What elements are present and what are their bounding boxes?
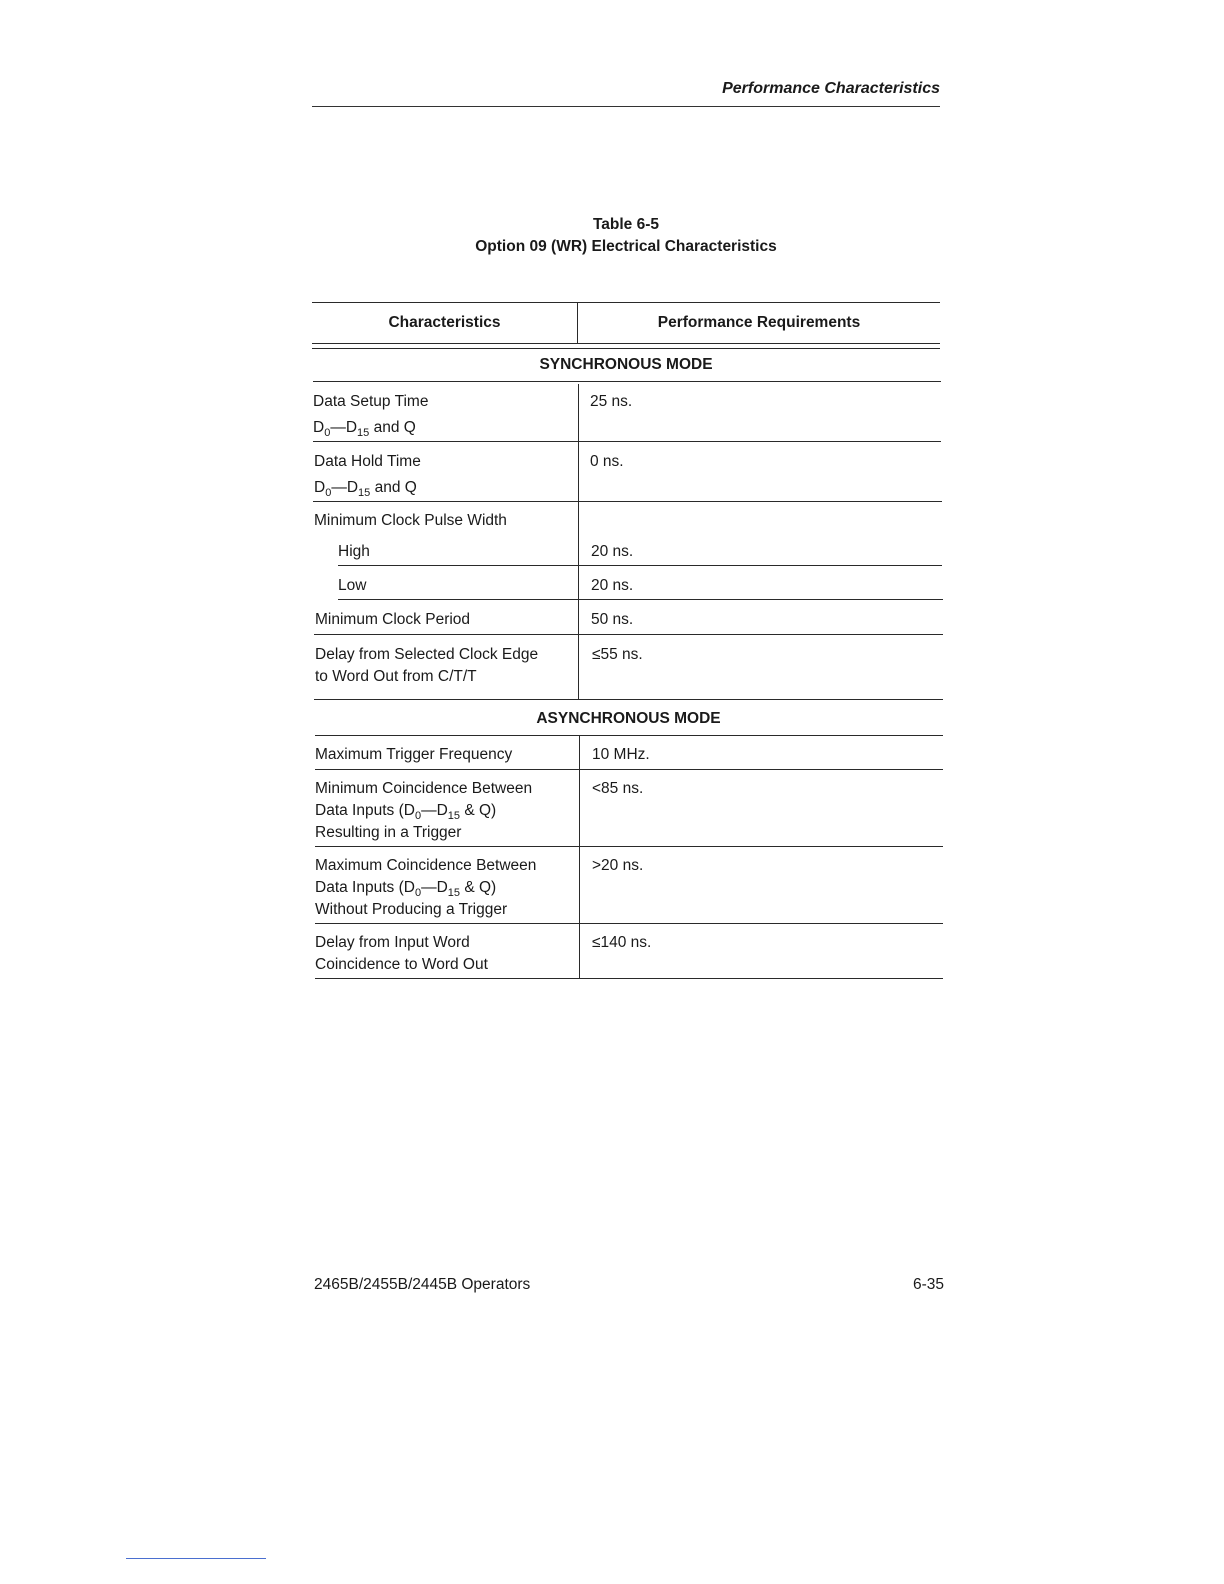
section-title: Performance Characteristics bbox=[722, 80, 940, 97]
min-coincidence-label-2: Data Inputs ($D_0—D_{15}$ & Q) bbox=[315, 802, 497, 822]
header-double-rule-1 bbox=[312, 343, 940, 344]
row-rule bbox=[315, 846, 943, 847]
max-coincidence-value: >20 ns. bbox=[592, 857, 644, 874]
sync-mode-rule bbox=[313, 381, 941, 382]
header-double-rule-2 bbox=[312, 348, 940, 349]
table-title: Option 09 (WR) Electrical Characteristics bbox=[475, 238, 777, 255]
pulse-low-value: 20 ns. bbox=[591, 577, 634, 594]
min-coincidence-value: <85 ns. bbox=[592, 780, 644, 797]
footer-manual-title: 2465B/2455B/2445B Operators bbox=[314, 1276, 531, 1293]
pulse-low-label: Low bbox=[338, 577, 367, 594]
column-header-performance: Performance Requirements bbox=[657, 314, 861, 331]
header-rule bbox=[312, 106, 940, 107]
hold-time-label: Data Hold Time bbox=[314, 453, 421, 470]
column-divider bbox=[579, 736, 580, 978]
row-rule bbox=[313, 441, 941, 442]
column-header-characteristics: Characteristics bbox=[388, 314, 501, 331]
row-rule bbox=[338, 565, 942, 566]
min-coincidence-label-3: Resulting in a Trigger bbox=[315, 824, 462, 841]
min-coincidence-label-1: Minimum Coincidence Between bbox=[315, 780, 533, 797]
row-rule bbox=[338, 599, 943, 600]
pulse-high-label: High bbox=[338, 543, 370, 560]
max-coincidence-label-3: Without Producing a Trigger bbox=[315, 901, 508, 918]
setup-time-value: 25 ns. bbox=[590, 393, 633, 410]
async-mode-rule bbox=[315, 735, 943, 736]
table-number: Table 6-5 bbox=[592, 216, 660, 233]
async-mode-heading: ASYNCHRONOUS MODE bbox=[536, 710, 721, 727]
input-word-delay-label-1: Delay from Input Word bbox=[315, 934, 470, 951]
row-rule bbox=[314, 699, 943, 700]
row-rule bbox=[313, 501, 942, 502]
table-top-rule bbox=[312, 302, 940, 303]
hold-time-value: 0 ns. bbox=[590, 453, 624, 470]
column-divider bbox=[578, 384, 579, 699]
setup-time-label: Data Setup Time bbox=[313, 393, 429, 410]
trigger-frequency-label: Maximum Trigger Frequency bbox=[315, 746, 513, 763]
bottom-rule bbox=[126, 1558, 266, 1559]
clock-delay-label-2: to Word Out from C/T/T bbox=[315, 668, 477, 685]
input-word-delay-value: ≤140 ns. bbox=[592, 934, 652, 951]
hold-time-inputs: $D_0—D_{15}$ and Q bbox=[314, 479, 417, 499]
max-coincidence-label-1: Maximum Coincidence Between bbox=[315, 857, 537, 874]
table-bottom-rule bbox=[315, 978, 943, 979]
row-rule bbox=[315, 769, 943, 770]
pulse-width-label: Minimum Clock Pulse Width bbox=[314, 512, 507, 529]
sync-mode-heading: SYNCHRONOUS MODE bbox=[539, 356, 713, 373]
pulse-high-value: 20 ns. bbox=[591, 543, 634, 560]
row-rule bbox=[315, 923, 943, 924]
setup-time-inputs: $D_0—D_{15}$ and Q bbox=[313, 419, 416, 439]
clock-delay-value: ≤55 ns. bbox=[592, 646, 643, 663]
footer-page-number: 6-35 bbox=[912, 1276, 944, 1293]
input-word-delay-label-2: Coincidence to Word Out bbox=[315, 956, 488, 973]
row-rule bbox=[314, 634, 943, 635]
clock-period-value: 50 ns. bbox=[591, 611, 634, 628]
clock-period-label: Minimum Clock Period bbox=[315, 611, 471, 628]
clock-delay-label-1: Delay from Selected Clock Edge bbox=[315, 646, 539, 663]
trigger-frequency-value: 10 MHz. bbox=[592, 746, 650, 763]
max-coincidence-label-2: Data Inputs ($D_0—D_{15}$ & Q) bbox=[315, 879, 497, 899]
